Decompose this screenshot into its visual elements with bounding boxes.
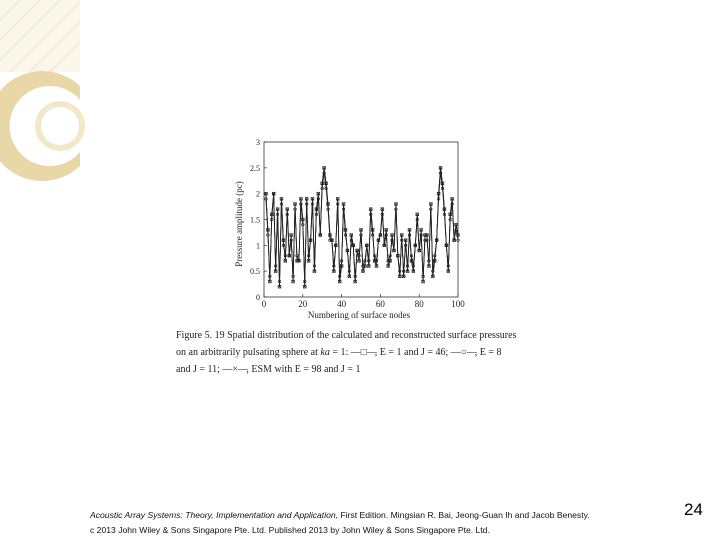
x-tick-label: 0 xyxy=(261,299,267,309)
x-axis-label: Numbering of surface nodes xyxy=(307,310,411,320)
legend-square-symbol: —□— xyxy=(350,347,377,358)
y-tick-label: 3 xyxy=(256,138,260,147)
figure-caption-line-1 xyxy=(176,330,556,341)
caption-text-2b: = 1: xyxy=(329,347,349,358)
legend-cross-symbol: —×— xyxy=(222,364,249,375)
x-tick-label: 80 xyxy=(414,299,424,309)
page-number: 24 xyxy=(684,500,703,519)
y-tick-label: 1 xyxy=(256,241,260,251)
footer-line-1 xyxy=(90,508,590,523)
chart-marks xyxy=(265,166,460,288)
y-axis-label: Pressure amplitude (pc) xyxy=(234,181,244,267)
figure-caption-line-2 xyxy=(176,347,556,358)
theme-decoration xyxy=(0,0,90,200)
pressure-chart xyxy=(228,132,468,322)
caption-text-3b: , ESM with E = 98 and J = 1 xyxy=(246,364,361,375)
x-tick-label: 60 xyxy=(375,299,385,309)
legend-circle-symbol: —○— xyxy=(450,347,477,358)
deco-stripes xyxy=(0,0,80,72)
caption-text-3a: and J = 11; xyxy=(176,364,220,375)
y-axis-label-group xyxy=(234,181,244,266)
caption-text-2c: , E = 1 and J = 46; xyxy=(374,347,449,358)
caption-text-2a: on an arbitrarily pulsating sphere at xyxy=(176,347,321,358)
y-tick-label: 0.5 xyxy=(250,267,260,277)
caption-text-2d: , E = 8 xyxy=(474,347,502,358)
y-tick-label: 0 xyxy=(256,293,260,302)
edition-authors: First Edition. Mingsian R. Bai, Jeong-Guan Ih and Jacob Benesty. xyxy=(338,510,590,520)
book-title: Acoustic Array Systems: Theory, Implementation and Application, xyxy=(90,510,339,520)
caption-ka: ka xyxy=(320,347,330,358)
footer-copyright: c 2013 John Wiley & Sons Singapore Pte. Ltd. Published 2013 by John Wiley & Sons Singapore Pte. Ltd. xyxy=(90,525,490,535)
deco-inner-ring xyxy=(38,104,82,148)
y-tick-label: 1.5 xyxy=(250,215,260,225)
caption-text-1: Figure 5. 19 Spatial distribution of the calculated and reconstructed surface pressures xyxy=(176,330,517,341)
y-tick-label: 2.5 xyxy=(250,163,260,173)
x-tick-label: 40 xyxy=(337,299,347,309)
x-tick-label: 100 xyxy=(451,299,465,309)
x-tick-label: 20 xyxy=(298,299,308,309)
series-line-cross xyxy=(266,168,458,287)
y-tick-label: 2 xyxy=(256,189,260,199)
figure-caption-line-3 xyxy=(176,364,556,375)
footer-citation xyxy=(90,508,590,538)
